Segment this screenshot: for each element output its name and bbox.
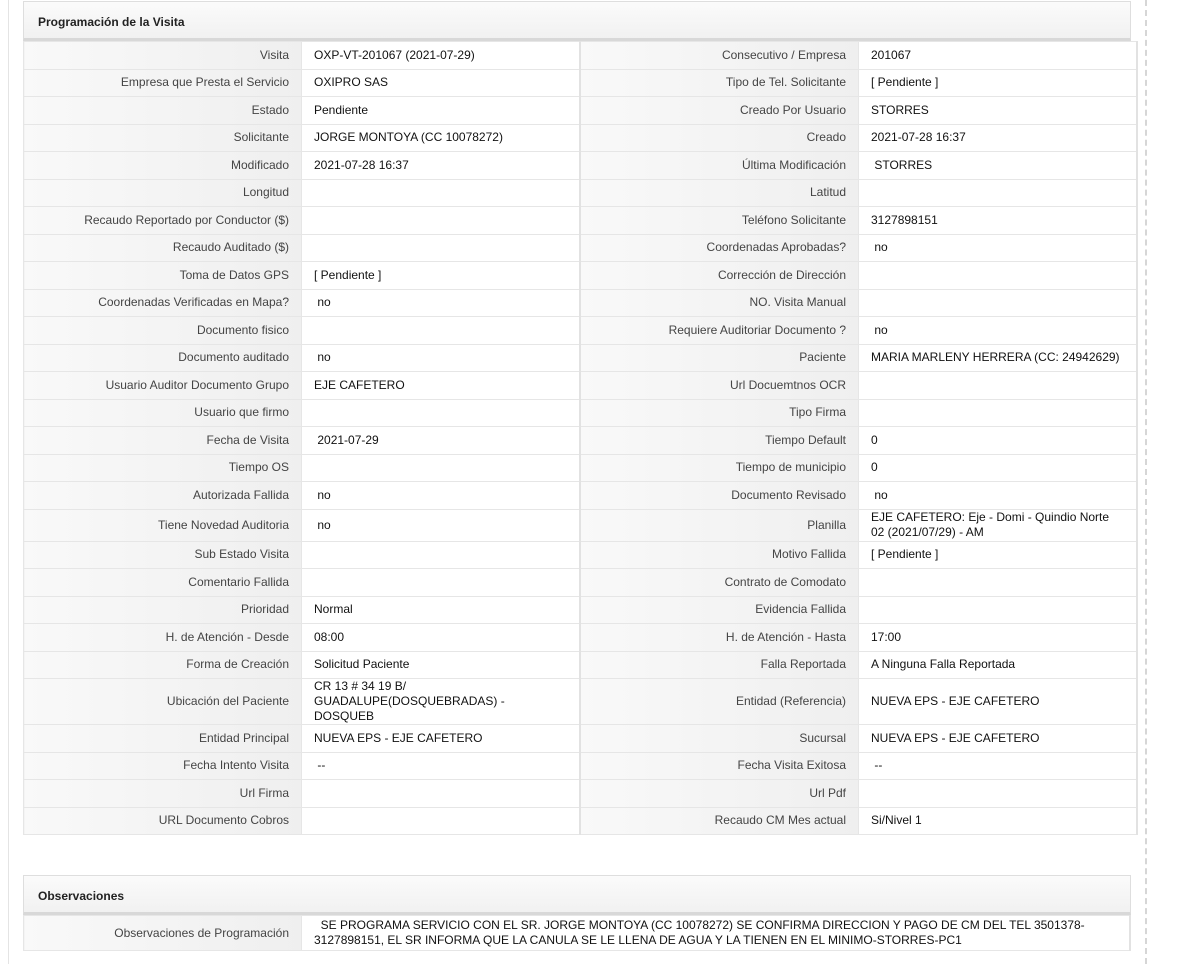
field-value: [ Pendiente ] bbox=[859, 541, 1138, 569]
field-value bbox=[302, 399, 581, 427]
field-value: NUEVA EPS - EJE CAFETERO bbox=[859, 725, 1138, 753]
field-value: EJE CAFETERO: Eje - Domi - Quindio Norte 02 (2021/07/29) - AM bbox=[859, 509, 1138, 541]
field-value: 17:00 bbox=[859, 624, 1138, 652]
field-value: no bbox=[859, 482, 1138, 510]
field-label: Toma de Datos GPS bbox=[24, 262, 302, 290]
field-value: CR 13 # 34 19 B/ GUADALUPE(DOSQUEBRADAS) - DOSQUEB bbox=[302, 679, 581, 725]
table-row bbox=[24, 42, 1138, 70]
table-row bbox=[24, 234, 1138, 262]
field-label: Sub Estado Visita bbox=[24, 541, 302, 569]
table-row bbox=[24, 509, 1138, 541]
table-row bbox=[24, 399, 1138, 427]
field-label: Creado Por Usuario bbox=[580, 97, 859, 125]
field-label: Tiempo OS bbox=[24, 454, 302, 482]
field-value: no bbox=[859, 317, 1138, 345]
field-value: EJE CAFETERO bbox=[302, 372, 581, 400]
field-value: no bbox=[302, 509, 581, 541]
table-row bbox=[24, 289, 1138, 317]
field-value: -- bbox=[859, 752, 1138, 780]
table-row bbox=[24, 541, 1138, 569]
field-value: 2021-07-29 bbox=[302, 427, 581, 455]
table-row bbox=[24, 124, 1138, 152]
field-label: Recaudo Reportado por Conductor ($) bbox=[24, 207, 302, 235]
field-value: Pendiente bbox=[302, 97, 581, 125]
field-value: 3127898151 bbox=[859, 207, 1138, 235]
table-row bbox=[24, 780, 1138, 808]
field-value: no bbox=[302, 344, 581, 372]
field-value: STORRES bbox=[859, 97, 1138, 125]
field-value bbox=[302, 454, 581, 482]
field-label: Planilla bbox=[580, 509, 859, 541]
field-label: Evidencia Fallida bbox=[580, 596, 859, 624]
field-label: Requiere Auditoriar Documento ? bbox=[580, 317, 859, 345]
field-value bbox=[859, 780, 1138, 808]
table-row bbox=[24, 725, 1138, 753]
field-value bbox=[302, 234, 581, 262]
table-row bbox=[24, 916, 1131, 951]
field-value bbox=[302, 569, 581, 597]
field-value bbox=[302, 317, 581, 345]
field-value: no bbox=[859, 234, 1138, 262]
field-label: Coordenadas Aprobadas? bbox=[580, 234, 859, 262]
field-value: NUEVA EPS - EJE CAFETERO bbox=[859, 679, 1138, 725]
observations-value: SE PROGRAMA SERVICIO CON EL SR. JORGE MONTOYA (CC 10078272) SE CONFIRMA DIRECCION Y PAGO DE CM DEL TEL 3501378-3127898151, EL SR INFORMA QUE LA CANULA SE LE LLENA DE AGUA Y LA TIENEN EN EL MINIMO-STORRES-PC1 bbox=[302, 916, 1131, 951]
field-value bbox=[302, 807, 581, 835]
field-label: Estado bbox=[24, 97, 302, 125]
field-label: URL Documento Cobros bbox=[24, 807, 302, 835]
field-value: Normal bbox=[302, 596, 581, 624]
observations-table bbox=[23, 915, 1131, 951]
field-value bbox=[302, 541, 581, 569]
panel-title: Programación de la Visita bbox=[23, 1, 1131, 41]
field-label: Documento fisico bbox=[24, 317, 302, 345]
field-label: Fecha Visita Exitosa bbox=[580, 752, 859, 780]
table-row bbox=[24, 344, 1138, 372]
field-label: Falla Reportada bbox=[580, 651, 859, 679]
visit-details-table bbox=[23, 41, 1138, 835]
field-label: Coordenadas Verificadas en Mapa? bbox=[24, 289, 302, 317]
field-label: Solicitante bbox=[24, 124, 302, 152]
field-label: Corrección de Dirección bbox=[580, 262, 859, 290]
table-row bbox=[24, 624, 1138, 652]
field-label: Documento Revisado bbox=[580, 482, 859, 510]
table-row bbox=[24, 97, 1138, 125]
field-label: Visita bbox=[24, 42, 302, 70]
field-label: H. de Atención - Hasta bbox=[580, 624, 859, 652]
field-value bbox=[302, 780, 581, 808]
table-row bbox=[24, 569, 1138, 597]
table-row bbox=[24, 482, 1138, 510]
field-value: OXIPRO SAS bbox=[302, 69, 581, 97]
field-value bbox=[859, 289, 1138, 317]
table-row bbox=[24, 427, 1138, 455]
field-value: NUEVA EPS - EJE CAFETERO bbox=[302, 725, 581, 753]
field-label: Tiempo Default bbox=[580, 427, 859, 455]
field-label: Tipo Firma bbox=[580, 399, 859, 427]
field-value: -- bbox=[302, 752, 581, 780]
field-value: 0 bbox=[859, 454, 1138, 482]
field-label: Última Modificación bbox=[580, 152, 859, 180]
field-label: Usuario Auditor Documento Grupo bbox=[24, 372, 302, 400]
field-value: [ Pendiente ] bbox=[302, 262, 581, 290]
field-label: Usuario que firmo bbox=[24, 399, 302, 427]
field-label: Entidad (Referencia) bbox=[580, 679, 859, 725]
field-label: Entidad Principal bbox=[24, 725, 302, 753]
field-label: Forma de Creación bbox=[24, 651, 302, 679]
field-value: 08:00 bbox=[302, 624, 581, 652]
field-label: Modificado bbox=[24, 152, 302, 180]
field-value bbox=[859, 569, 1138, 597]
field-label: Paciente bbox=[580, 344, 859, 372]
field-label: Sucursal bbox=[580, 725, 859, 753]
field-value: 201067 bbox=[859, 42, 1138, 70]
field-value bbox=[302, 207, 581, 235]
field-value: 2021-07-28 16:37 bbox=[859, 124, 1138, 152]
field-value bbox=[302, 179, 581, 207]
field-value bbox=[859, 399, 1138, 427]
field-value bbox=[859, 179, 1138, 207]
field-value: no bbox=[302, 289, 581, 317]
field-label: Consecutivo / Empresa bbox=[580, 42, 859, 70]
field-label: Motivo Fallida bbox=[580, 541, 859, 569]
field-label: Url Pdf bbox=[580, 780, 859, 808]
field-value: MARIA MARLENY HERRERA (CC: 24942629) bbox=[859, 344, 1138, 372]
field-value: STORRES bbox=[859, 152, 1138, 180]
field-label: Ubicación del Paciente bbox=[24, 679, 302, 725]
field-value: no bbox=[302, 482, 581, 510]
table-row bbox=[24, 372, 1138, 400]
field-label: Prioridad bbox=[24, 596, 302, 624]
field-value bbox=[859, 262, 1138, 290]
field-value: Solicitud Paciente bbox=[302, 651, 581, 679]
field-label: Autorizada Fallida bbox=[24, 482, 302, 510]
observations-title: Observaciones bbox=[23, 875, 1131, 915]
field-value: OXP-VT-201067 (2021-07-29) bbox=[302, 42, 581, 70]
field-label: Fecha Intento Visita bbox=[24, 752, 302, 780]
field-label: H. de Atención - Desde bbox=[24, 624, 302, 652]
observations-panel bbox=[23, 875, 1131, 951]
field-value bbox=[859, 372, 1138, 400]
field-value: JORGE MONTOYA (CC 10078272) bbox=[302, 124, 581, 152]
table-row bbox=[24, 454, 1138, 482]
field-value: 2021-07-28 16:37 bbox=[302, 152, 581, 180]
field-label: Comentario Fallida bbox=[24, 569, 302, 597]
table-row bbox=[24, 752, 1138, 780]
field-value: [ Pendiente ] bbox=[859, 69, 1138, 97]
table-row bbox=[24, 207, 1138, 235]
field-label: Teléfono Solicitante bbox=[580, 207, 859, 235]
table-row bbox=[24, 152, 1138, 180]
field-value: A Ninguna Falla Reportada bbox=[859, 651, 1138, 679]
field-label: Recaudo CM Mes actual bbox=[580, 807, 859, 835]
field-label: Tipo de Tel. Solicitante bbox=[580, 69, 859, 97]
field-label: Longitud bbox=[24, 179, 302, 207]
left-border bbox=[8, 0, 9, 964]
table-row bbox=[24, 807, 1138, 835]
field-label: NO. Visita Manual bbox=[580, 289, 859, 317]
field-label: Url Docuemtnos OCR bbox=[580, 372, 859, 400]
right-dashed-border bbox=[1145, 0, 1147, 964]
field-label: Tiene Novedad Auditoria bbox=[24, 509, 302, 541]
observations-label: Observaciones de Programación bbox=[24, 916, 302, 951]
field-value: 0 bbox=[859, 427, 1138, 455]
field-label: Fecha de Visita bbox=[24, 427, 302, 455]
field-label: Creado bbox=[580, 124, 859, 152]
table-row bbox=[24, 679, 1138, 725]
field-label: Recaudo Auditado ($) bbox=[24, 234, 302, 262]
table-row bbox=[24, 262, 1138, 290]
field-label: Latitud bbox=[580, 179, 859, 207]
field-label: Contrato de Comodato bbox=[580, 569, 859, 597]
table-row bbox=[24, 596, 1138, 624]
field-label: Tiempo de municipio bbox=[580, 454, 859, 482]
visit-schedule-panel bbox=[23, 1, 1131, 835]
table-row bbox=[24, 651, 1138, 679]
field-label: Empresa que Presta el Servicio bbox=[24, 69, 302, 97]
table-row bbox=[24, 179, 1138, 207]
field-value: Si/Nivel 1 bbox=[859, 807, 1138, 835]
table-row bbox=[24, 317, 1138, 345]
field-label: Url Firma bbox=[24, 780, 302, 808]
field-value bbox=[859, 596, 1138, 624]
field-label: Documento auditado bbox=[24, 344, 302, 372]
table-row bbox=[24, 69, 1138, 97]
